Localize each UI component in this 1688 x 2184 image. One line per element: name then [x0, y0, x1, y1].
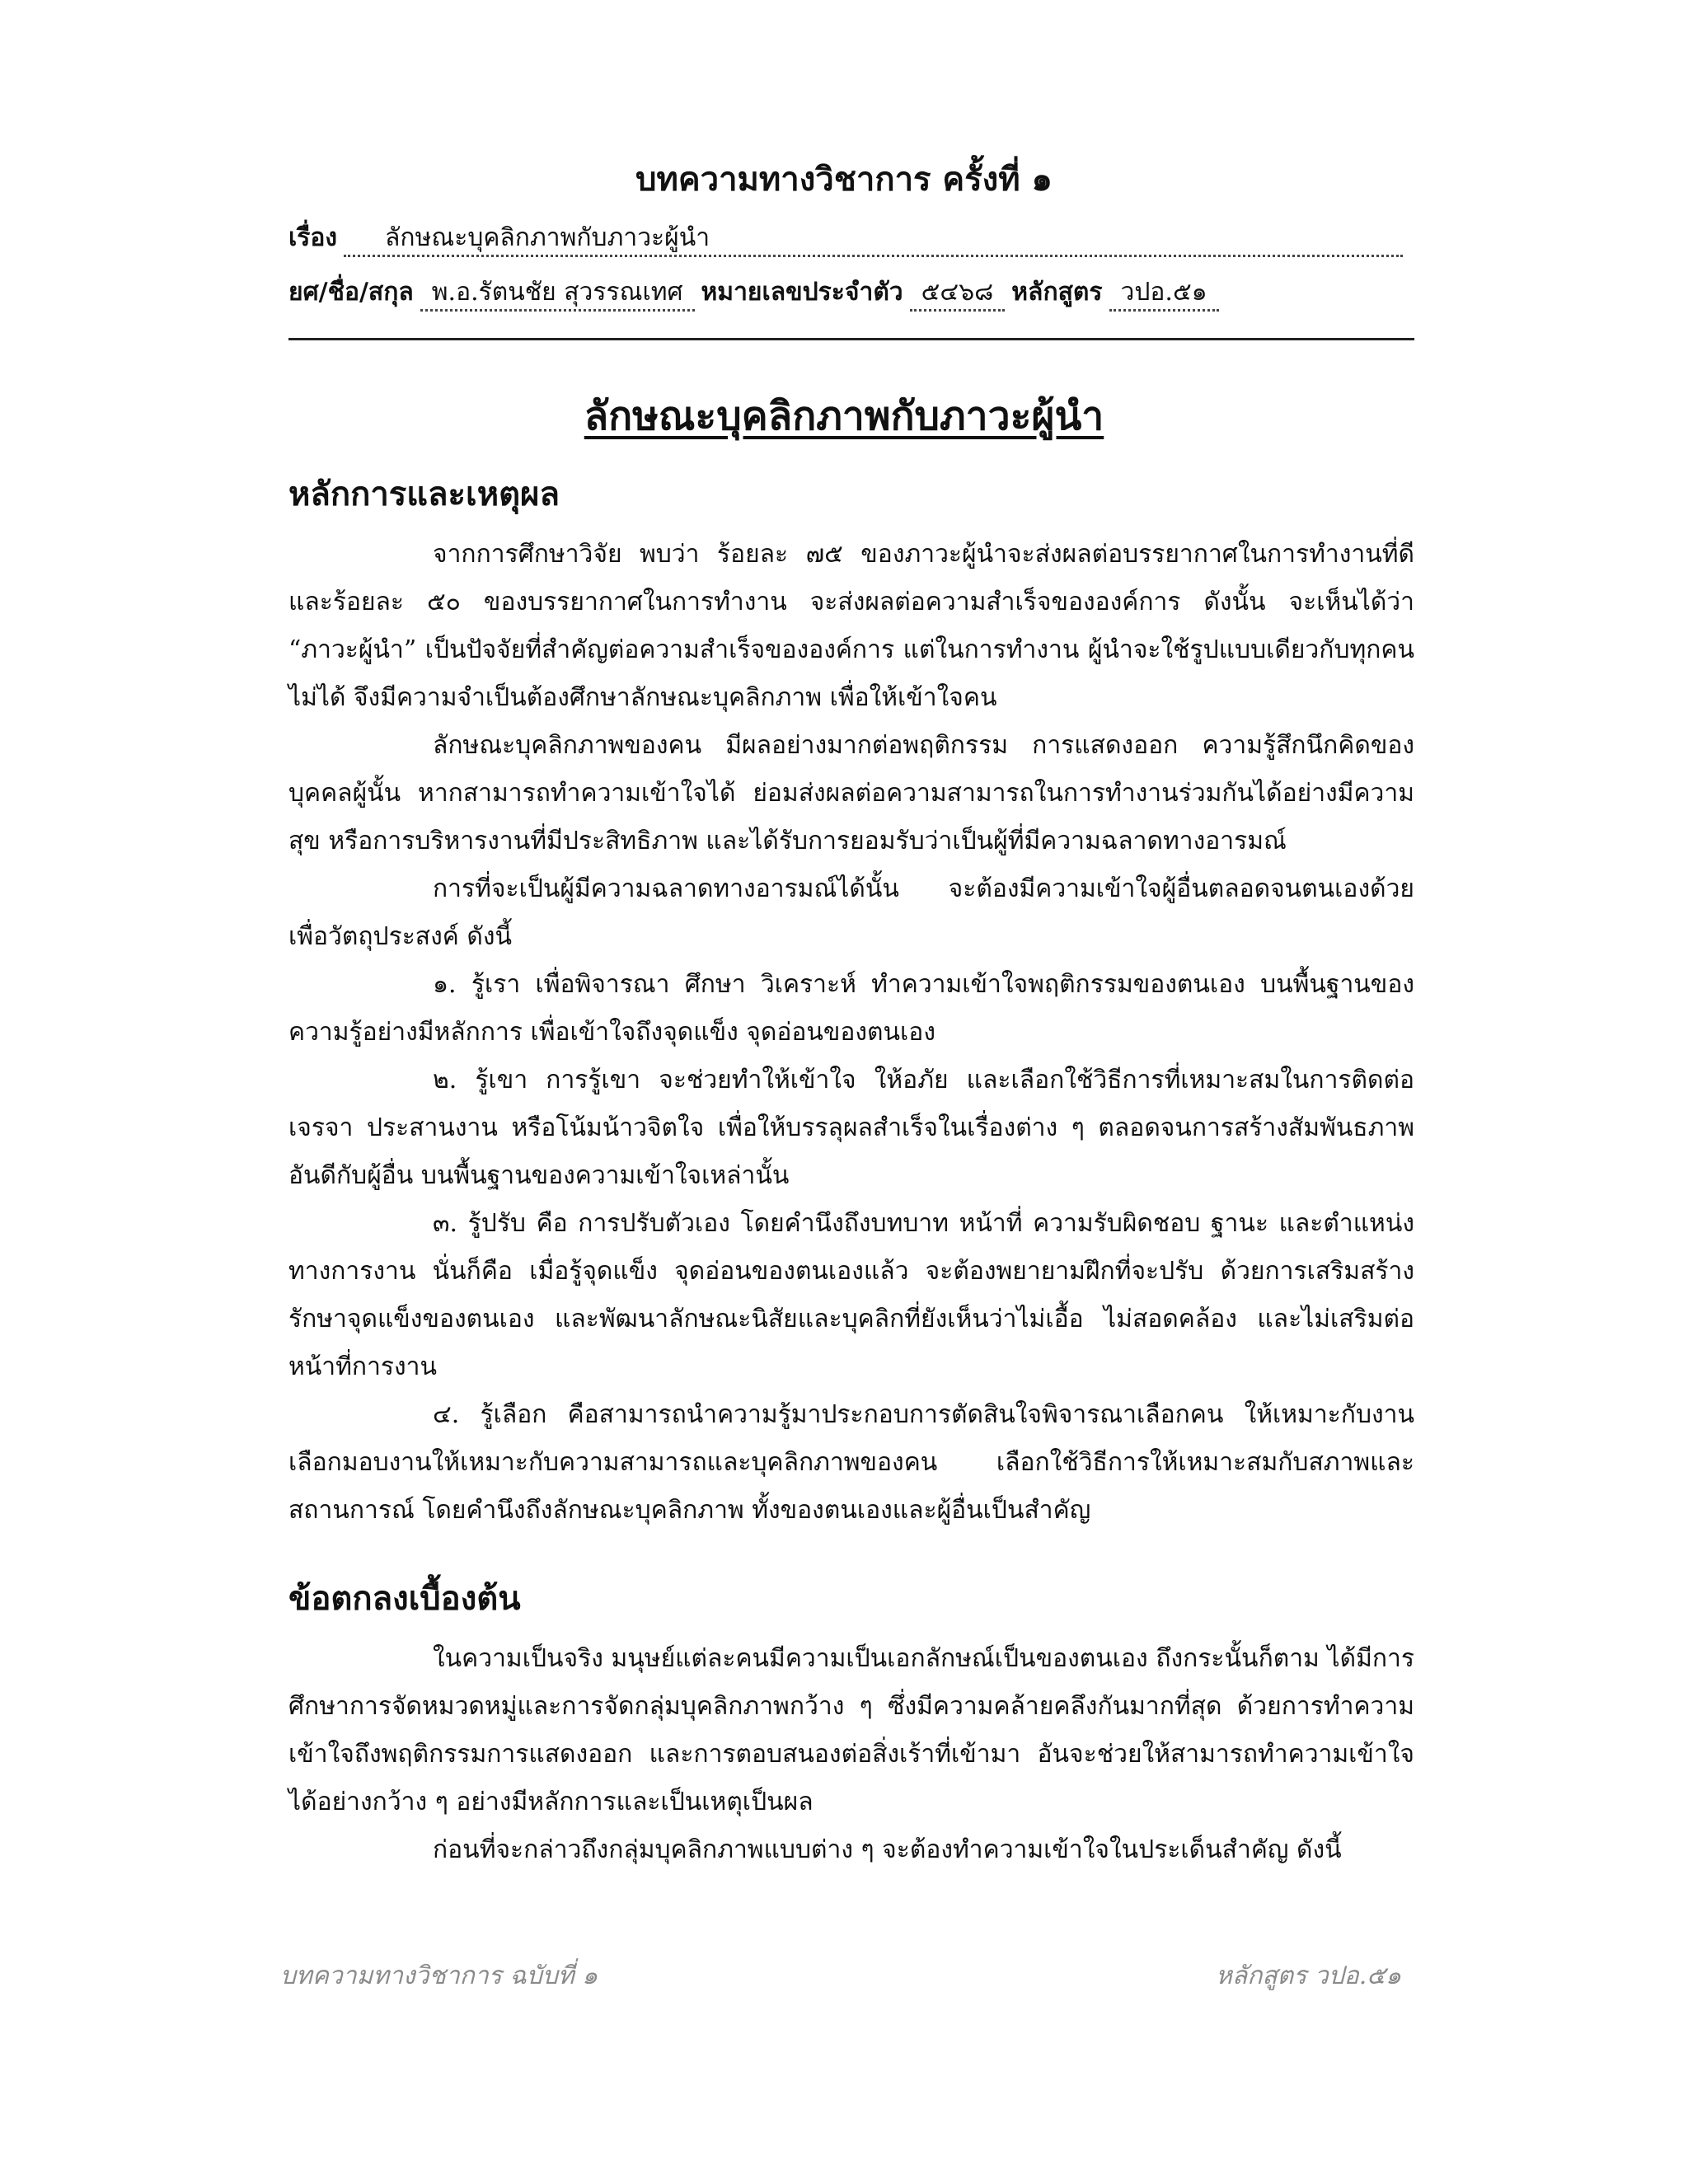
list-item-choose: ๔. รู้เลือก คือสามารถนำความรู้มาประกอบการตัดสินใจพิจารณาเลือกคน ให้เหมาะกับงาน เลือกมอบงานให้เหมาะกับความสามารถและบุคลิกภาพของคน เลือกใช้วิธีการให้เหมาะสมกับสภาพและสถานการณ์ โดยคำนึงถึงลักษณะบุคลิกภาพ ทั้งของตนเองและผู้อื่นเป็นสำคัญ: [288, 1400, 1414, 1525]
course-label: หลักสูตร: [1011, 278, 1103, 307]
footer-left: บทความทางวิชาการ ฉบับที่ ๑: [280, 1961, 598, 1990]
subject-value: ลักษณะบุคลิกภาพกับภาวะผู้นำ: [344, 222, 1403, 257]
list-item-adapt: ๓. รู้ปรับ คือ การปรับตัวเอง โดยคำนึงถึงบทบาท หน้าที่ ความรับผิดชอบ ฐานะ และตำแหน่งทางการงาน นั่นก็คือ เมื่อรู้จุดแข็ง จุดอ่อนของตนเองแล้ว จะต้องพยายามฝึกที่จะปรับ ด้วยการเสริมสร้างรักษาจุดแข็งของตนเอง และพัฒนาลักษณะนิสัยและบุคลิกที่ยังเห็นว่าไม่เอื้อ ไม่สอดคล้อง และไม่เสริมต่อหน้าที่การงาน: [288, 1209, 1414, 1381]
paragraph: การที่จะเป็นผู้มีความฉลาดทางอารมณ์ได้นั้น จะต้องมีความเข้าใจผู้อื่นตลอดจนตนเองด้วย เพื่อวัตถุประสงค์ ดังนี้: [288, 874, 1414, 951]
name-value: พ.อ.รัตนชัย สุวรรณเทศ: [420, 276, 695, 312]
name-label: ยศ/ชื่อ/สกุล: [288, 278, 414, 307]
section-heading-rationale: หลักการและเหตุผล: [288, 475, 560, 513]
list-item-know-others: ๒. รู้เขา การรู้เขา จะช่วยทำให้เข้าใจ ให้อภัย และเลือกใช้วิธีการที่เหมาะสมในการติดต่อ เจรจา ประสานงาน หรือโน้มน้าวจิตใจ เพื่อให้บรรลุผลสำเร็จในเรื่องต่าง ๆ ตลอดจนการสร้างสัมพันธภาพอันดีกับผู้อื่น บนพื้นฐานของความเข้าใจเหล่านั้น: [288, 1066, 1414, 1190]
list-item-know-self: ๑. รู้เรา เพื่อพิจารณา ศึกษา วิเคราะห์ ทำความเข้าใจพฤติกรรมของตนเอง บนพื้นฐานของความรู้อย่างมีหลักการ เพื่อเข้าใจถึงจุดแข็ง จุดอ่อนของตนเอง: [288, 970, 1414, 1047]
subject-row: [288, 218, 1403, 259]
paragraph: จากการศึกษาวิจัย พบว่า ร้อยละ ๗๕ ของภาวะผู้นำจะส่งผลต่อบรรยากาศในการทำงานที่ดี และร้อยละ ๕๐ ของบรรยากาศในการทำงาน จะส่งผลต่อความสำเร็จขององค์การ ดังนั้น จะเห็นได้ว่า “ภาวะผู้นำ” เป็นปัจจัยที่สำคัญต่อความสำเร็จขององค์การ แต่ในการทำงาน ผู้นำจะใช้รูปแบบเดียวกับทุกคนไม่ได้ จึงมีความจำเป็นต้องศึกษาลักษณะบุคลิกภาพ เพื่อให้เข้าใจคน: [288, 540, 1414, 712]
id-label: หมายเลขประจำตัว: [701, 278, 903, 307]
document-body: [288, 470, 1414, 1874]
author-row: [288, 272, 1403, 313]
paragraph: ก่อนที่จะกล่าวถึงกลุ่มบุคลิกภาพแบบต่าง ๆ จะต้องทำความเข้าใจในประเด็นสำคัญ ดังนี้: [433, 1835, 1342, 1864]
course-value: วปอ.๕๑: [1109, 276, 1219, 312]
document-title: ลักษณะบุคลิกภาพกับภาวะผู้นำ: [584, 393, 1104, 439]
section-heading-assumptions: ข้อตกลงเบื้องต้น: [288, 1579, 521, 1618]
paragraph: ในความเป็นจริง มนุษย์แต่ละคนมีความเป็นเอกลักษณ์เป็นของตนเอง ถึงกระนั้นก็ตาม ได้มีการศึกษาการจัดหมวดหมู่และการจัดกลุ่มบุคลิกภาพกว้าง ๆ ซึ่งมีความคล้ายคลึงกันมากที่สุด ด้วยการทำความเข้าใจถึงพฤติกรรมการแสดงออก และการตอบสนองต่อสิ่งเร้าที่เข้ามา อันจะช่วยให้สามารถทำความเข้าใจได้อย่างกว้าง ๆ อย่างมีหลักการและเป็นเหตุเป็นผล: [288, 1644, 1414, 1816]
id-value: ๕๔๖๘: [910, 276, 1006, 312]
footer-right: หลักสูตร วปอ.๕๑: [1216, 1961, 1401, 1990]
paragraph: ลักษณะบุคลิกภาพของคน มีผลอย่างมากต่อพฤติกรรม การแสดงออก ความรู้สึกนึกคิดของบุคคลผู้นั้น หากสามารถทำความเข้าใจได้ ย่อมส่งผลต่อความสามารถในการทำงานร่วมกันได้อย่างมีความสุข หรือการบริหารงานที่มีประสิทธิภาพ และได้รับการยอมรับว่าเป็นผู้ที่มีความฉลาดทางอารมณ์: [288, 731, 1414, 855]
article-series-title: บทความทางวิชาการ ครั้งที่ ๑: [635, 160, 1053, 199]
header-divider: [288, 338, 1414, 340]
subject-label: เรื่อง: [288, 223, 338, 252]
